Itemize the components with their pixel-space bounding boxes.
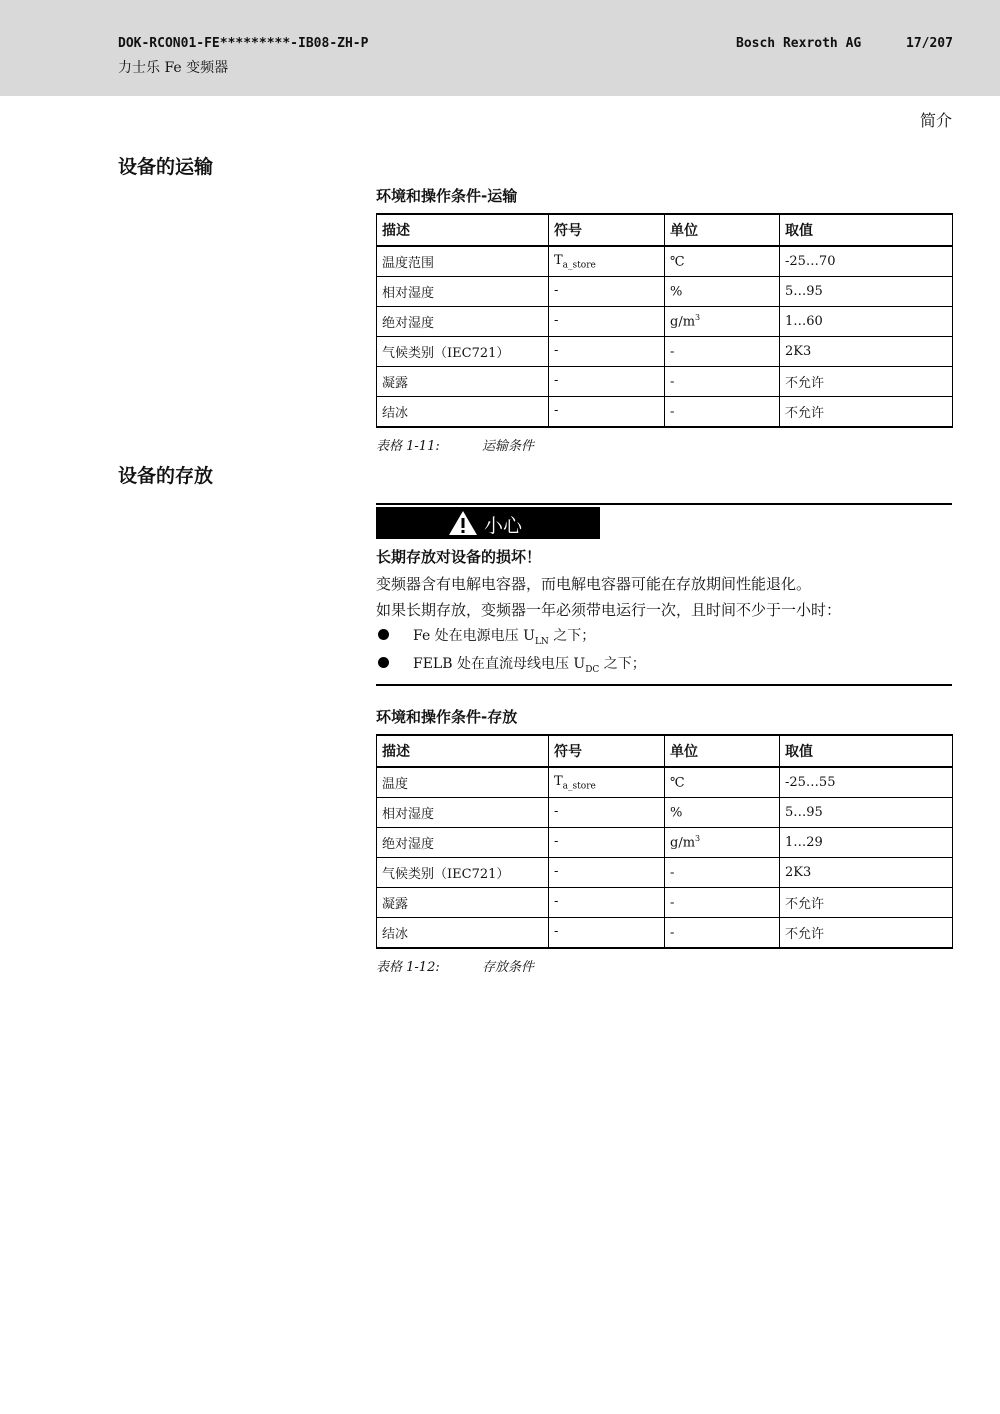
unit-text: % — [670, 284, 683, 300]
symbol-cell — [549, 367, 665, 397]
symbol-cell — [549, 888, 665, 918]
symbol-subscript: a_store — [562, 781, 596, 792]
table-row — [377, 277, 953, 307]
table-row — [377, 767, 953, 798]
unit-superscript: 3 — [695, 313, 701, 323]
bullet-suffix: 之下； — [548, 628, 596, 644]
table-row — [377, 397, 953, 428]
unit-superscript: 3 — [695, 834, 701, 844]
table-header-row — [377, 214, 953, 246]
bullet-prefix: FELB 处在直流母线电压 U — [413, 656, 586, 672]
symbol-cell — [549, 858, 665, 888]
value-cell: 不允许 — [780, 397, 953, 428]
symbol-cell — [549, 307, 665, 337]
unit-text: - — [670, 895, 675, 911]
symbol-text: - — [554, 893, 559, 909]
unit-cell — [665, 307, 780, 337]
table-row — [377, 307, 953, 337]
desc-cell: 结冰 — [377, 397, 549, 428]
unit-text: - — [670, 374, 675, 390]
section-label: 简介 — [919, 111, 952, 130]
column-header: 取值 — [780, 735, 953, 767]
symbol-text: - — [554, 803, 559, 819]
bullet-prefix: Fe 处在电源电压 U — [413, 628, 535, 644]
doc-id: DOK-RCON01-FE*********-IB08-ZH-P — [118, 36, 369, 51]
desc-cell: 温度 — [377, 767, 549, 798]
value-cell: 不允许 — [780, 888, 953, 918]
table-header-row — [377, 735, 953, 767]
value-cell: 2K3 — [780, 858, 953, 888]
value-cell: -25…55 — [780, 767, 953, 798]
unit-cell — [665, 767, 780, 798]
symbol-cell — [549, 798, 665, 828]
table-row — [377, 798, 953, 828]
storage-table-title: 环境和操作条件-存放 — [376, 708, 518, 726]
desc-cell: 气候类别（IEC721） — [377, 337, 549, 367]
caption-text: 存放条件 — [482, 960, 535, 975]
unit-cell — [665, 828, 780, 858]
column-header: 符号 — [549, 214, 665, 246]
table-row — [377, 918, 953, 949]
bullet-subscript: DC — [585, 664, 600, 675]
caption-label: 表格 1-12: — [376, 960, 440, 975]
unit-cell — [665, 888, 780, 918]
caution-text-line: 如果长期存放，变频器一年必须带电运行一次，且时间不少于一小时： — [376, 601, 842, 619]
value-cell: 不允许 — [780, 918, 953, 949]
unit-text: - — [670, 865, 675, 881]
symbol-text: - — [554, 342, 559, 358]
table-row — [377, 246, 953, 277]
column-header: 单位 — [665, 214, 780, 246]
symbol-text: - — [554, 923, 559, 939]
caution-title: 长期存放对设备的损坏！ — [376, 548, 542, 566]
symbol-text: - — [554, 833, 559, 849]
unit-text: ℃ — [670, 775, 685, 791]
caution-top-rule — [376, 503, 952, 505]
table-row — [377, 337, 953, 367]
page-header — [0, 0, 1000, 96]
unit-text: % — [670, 805, 683, 821]
unit-cell — [665, 246, 780, 277]
desc-cell: 气候类别（IEC721） — [377, 858, 549, 888]
value-cell: 1…60 — [780, 307, 953, 337]
storage-table — [376, 734, 953, 949]
bullet-suffix: 之下； — [599, 656, 646, 672]
desc-cell: 相对湿度 — [377, 277, 549, 307]
caution-bottom-rule — [376, 684, 952, 686]
transport-heading: 设备的运输 — [118, 156, 214, 178]
warning-triangle-icon — [448, 510, 478, 536]
unit-text: g/m — [670, 835, 696, 851]
company-name: Bosch Rexroth AG — [736, 36, 862, 51]
bullet-item — [413, 653, 646, 675]
symbol-subscript: a_store — [562, 260, 596, 271]
value-cell: 1…29 — [780, 828, 953, 858]
caution-banner — [376, 507, 600, 539]
table-row — [377, 888, 953, 918]
doc-subtitle: 力士乐 Fe 变频器 — [118, 60, 229, 76]
desc-cell: 结冰 — [377, 918, 549, 949]
column-header: 描述 — [377, 735, 549, 767]
desc-cell: 凝露 — [377, 367, 549, 397]
symbol-text: T — [554, 773, 563, 789]
unit-cell — [665, 918, 780, 949]
column-header: 符号 — [549, 735, 665, 767]
value-cell: -25…70 — [780, 246, 953, 277]
caption-label: 表格 1-11: — [376, 439, 440, 454]
symbol-text: - — [554, 402, 559, 418]
symbol-text: - — [554, 372, 559, 388]
storage-table-caption — [376, 956, 534, 975]
unit-text: - — [670, 925, 675, 941]
bullet-item — [413, 625, 595, 647]
column-header: 描述 — [377, 214, 549, 246]
symbol-cell — [549, 918, 665, 949]
unit-text: - — [670, 404, 675, 420]
transport-table — [376, 213, 953, 428]
desc-cell: 绝对湿度 — [377, 828, 549, 858]
table-row — [377, 367, 953, 397]
desc-cell: 温度范围 — [377, 246, 549, 277]
table-row — [377, 828, 953, 858]
value-cell: 5…95 — [780, 798, 953, 828]
desc-cell: 凝露 — [377, 888, 549, 918]
unit-text: - — [670, 344, 675, 360]
bullet-subscript: LN — [534, 636, 549, 647]
transport-table-title: 环境和操作条件-运输 — [376, 187, 518, 205]
symbol-text: T — [554, 252, 563, 268]
symbol-cell — [549, 828, 665, 858]
symbol-text: - — [554, 863, 559, 879]
desc-cell: 相对湿度 — [377, 798, 549, 828]
caution-label: 小心 — [484, 515, 523, 537]
desc-cell: 绝对湿度 — [377, 307, 549, 337]
column-header: 取值 — [780, 214, 953, 246]
unit-cell — [665, 798, 780, 828]
caption-text: 运输条件 — [482, 439, 535, 454]
symbol-cell — [549, 337, 665, 367]
column-header: 单位 — [665, 735, 780, 767]
table-row — [377, 858, 953, 888]
unit-cell — [665, 367, 780, 397]
unit-text: g/m — [670, 314, 696, 330]
value-cell: 不允许 — [780, 367, 953, 397]
transport-table-caption — [376, 435, 534, 454]
caution-text-line: 变频器含有电解电容器，而电解电容器可能在存放期间性能退化。 — [376, 575, 812, 593]
value-cell: 2K3 — [780, 337, 953, 367]
unit-cell — [665, 858, 780, 888]
symbol-cell — [549, 767, 665, 798]
unit-cell — [665, 337, 780, 367]
symbol-cell — [549, 397, 665, 428]
bullet-icon — [378, 657, 389, 668]
unit-cell — [665, 277, 780, 307]
bullet-icon — [378, 629, 389, 640]
storage-heading: 设备的存放 — [118, 465, 214, 487]
symbol-text: - — [554, 282, 559, 298]
symbol-text: - — [554, 312, 559, 328]
symbol-cell — [549, 246, 665, 277]
page-number: 17/207 — [906, 36, 953, 51]
unit-text: ℃ — [670, 254, 685, 270]
value-cell: 5…95 — [780, 277, 953, 307]
symbol-cell — [549, 277, 665, 307]
unit-cell — [665, 397, 780, 428]
